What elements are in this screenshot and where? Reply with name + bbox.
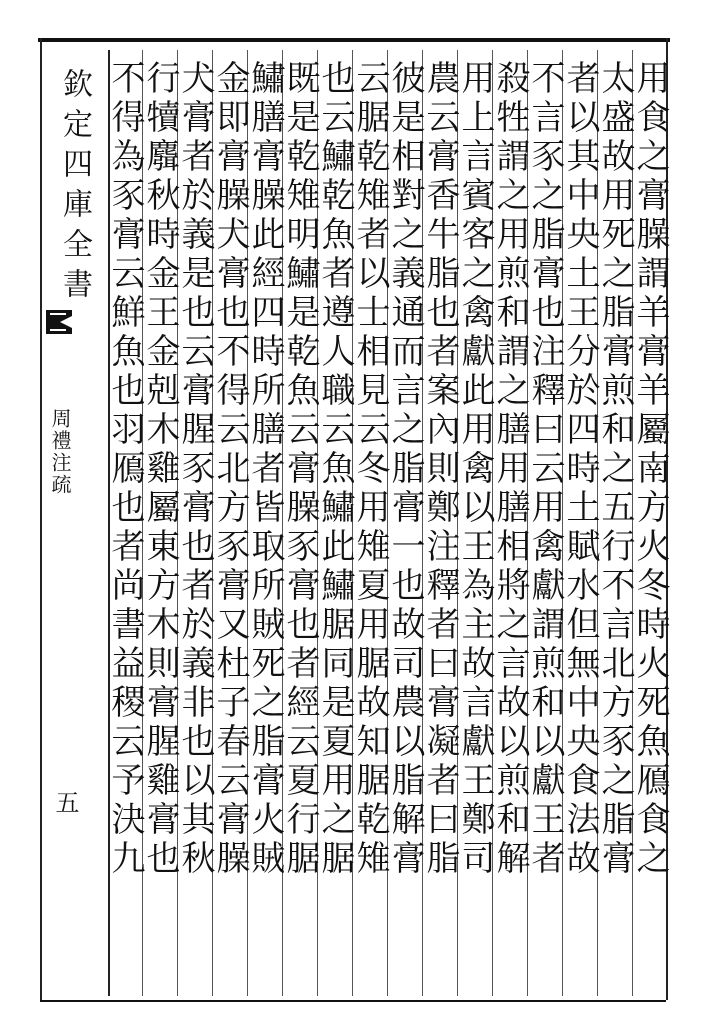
text-column-9: 云腒乾雉者以士相見云冬用雉夏用腒故知腒乾雉: [350, 60, 390, 879]
text-column-8: 彼是相對之義通而言之脂膏一也故司農以脂解膏: [385, 60, 425, 879]
text-column-15: 行犢麛秋時金王金剋木雞屬東方木則膏腥雞膏也: [140, 60, 180, 879]
left-frame-line: [40, 38, 42, 1000]
book-title: 周禮注疏: [48, 408, 72, 496]
text-column-16: 不得為豕膏云鮮魚也羽鴈也者尚書益稷云予決九: [105, 60, 145, 879]
text-column-14: 犬膏者於義是也云膏腥豕膏也者於義非也以其秋: [175, 60, 215, 879]
text-column-6: 用上言賓客之禽獻此用禽以王為主故言獻王鄭司: [455, 60, 495, 879]
bottom-border-rule: [40, 1000, 666, 1002]
text-column-2: 太盛故用死之脂膏煎和之五行不言北方豕之脂膏: [595, 60, 635, 879]
collection-title: 欽定四庫全書: [57, 68, 92, 308]
text-column-12: 鱐膳膏臊此經四時所膳者皆取所賊死之脂膏火賊: [245, 60, 285, 879]
text-column-13: 金即膏臊犬膏也不得云北方豕膏又杜子春云膏臊: [210, 60, 250, 879]
fish-tail-ornament-icon: [44, 306, 74, 336]
text-column-3: 者以其中央土王分於四時土賦水但無中央食法故: [560, 60, 600, 879]
top-border-rule: [38, 38, 670, 42]
page-number: 五: [51, 790, 79, 814]
text-column-10: 也云鱐乾魚者遵人職云魚鱐此鱐腒同是夏用之腒: [315, 60, 355, 879]
text-column-7: 農云膏香牛脂也者案內則鄭注釋者曰膏凝者曰脂: [420, 60, 460, 879]
text-column-4: 不言豕之脂膏也注釋曰云用禽獻謂煎和以獻王者: [525, 60, 565, 879]
text-column-1: 用食之膏臊謂羊膏羊屬南方火冬時火死魚鴈食之: [630, 60, 670, 879]
text-column-11: 既是乾雉明鱐是乾魚云膏臊豕膏也者經云夏行腒: [280, 60, 320, 879]
text-column-5: 殺牲謂之用煎和謂之膳用膳相將之言故以煎和解: [490, 60, 530, 879]
